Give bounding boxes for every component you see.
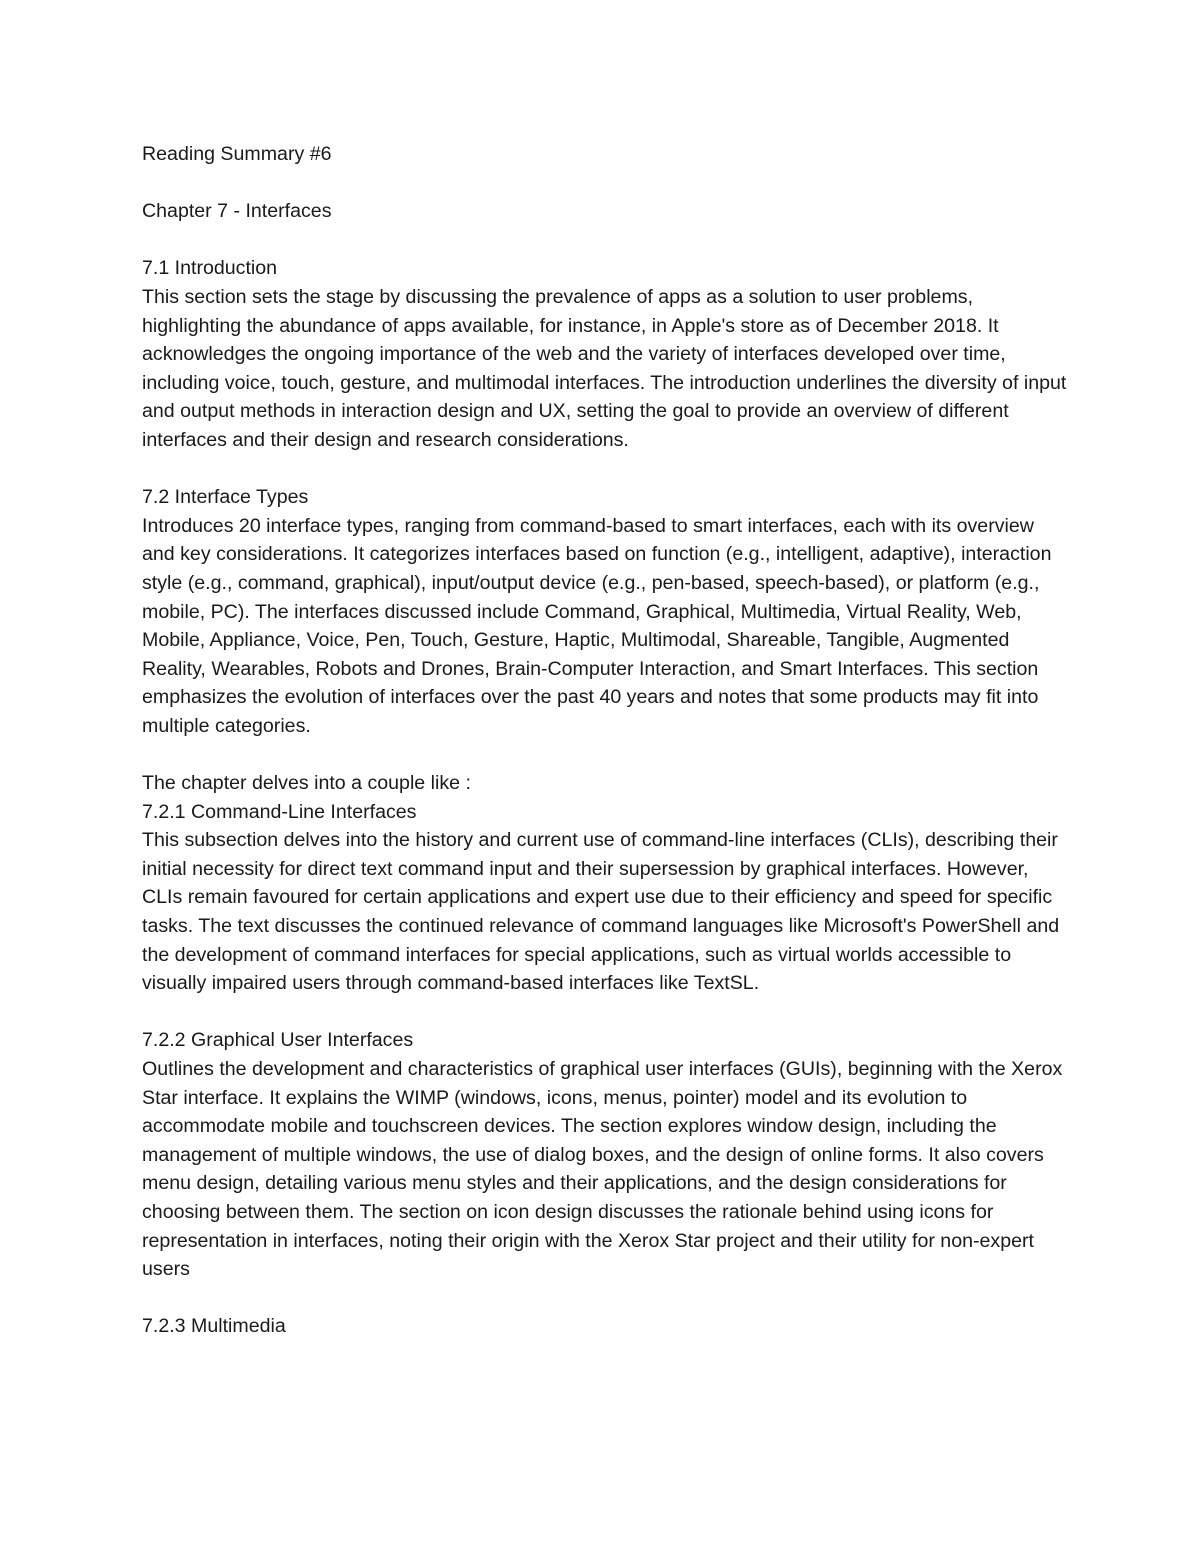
spacer — [142, 1284, 1072, 1313]
section-7-1-heading: 7.1 Introduction — [142, 257, 278, 280]
chapter-heading: Chapter 7 - Interfaces — [142, 200, 332, 223]
section-7-2-2-heading: 7.2.2 Graphical User Interfaces — [142, 1029, 414, 1052]
document-title: Reading Summary #6 — [142, 143, 332, 165]
section-7-2-heading: 7.2 Interface Types — [142, 486, 309, 509]
spacer — [142, 998, 1072, 1027]
spacer — [142, 740, 1072, 769]
section-7-2-2-body: Outlines the development and characteristics of graphical user interfaces (GUIs), beginning with the Xerox Star interface. It explains the WIMP (windows, icons, menus, pointer) model and its evolution to accommodate mobile and touchscreen devices. The section explores window design, including the management of multiple windows, the use of dialog boxes, and the design of online forms. It also covers menu design, detailing various menu styles and their applications, and the design considerations for choosing between them. The section on icon design discusses the rationale behind using icons for representation in interfaces, noting their origin with the Xerox Star project and their utility for non-expert users — [142, 1058, 1063, 1281]
chapter-intro-line: The chapter delves into a couple like : — [142, 772, 471, 795]
spacer — [142, 169, 1072, 198]
section-7-2-1-body: This subsection delves into the history and current use of command-line interfaces (CLIs), describing their initial necessity for direct text command input and their supersession by graphical interfaces. However, CLIs remain favoured for certain applications and expert use due to their efficiency and speed for specific tasks. The text discusses the continued relevance of command languages like Microsoft's PowerShell and the development of command interfaces for special applications, such as virtual worlds accessible to visually impaired users through command-based interfaces like TextSL. — [142, 829, 1060, 995]
section-7-1-body: This section sets the stage by discussing the prevalence of apps as a solution to user problems, highlighting the abundance of apps available, for instance, in Apple's store as of December 2018. It acknowledges the ongoing importance of the web and the variety of interfaces developed over time, including voice, touch, gesture, and multimodal interfaces. The introduction underlines the diversity of input and output methods in interaction design and UX, setting the goal to provide an overview of different interfaces and their design and research considerations. — [142, 285, 1067, 451]
section-7-2-body: Introduces 20 interface types, ranging from command-based to smart interfaces, each with its overview and key considerations. It categorizes interfaces based on function (e.g., intelligent, adaptive), interaction style (e.g., command, graphical), input/output device (e.g., pen-based, speech-based), or platform (e.g., mobile, PC). The interfaces discussed include Command, Graphical, Multimedia, Virtual Reality, Web, Mobile, Appliance, Voice, Pen, Touch, Gesture, Haptic, Multimodal, Shareable, Tangible, Augmented Reality, Wearables, Robots and Drones, Brain-Computer Interaction, and Smart Interfaces. This section emphasizes the evolution of interfaces over the past 40 years and notes that some products may fit into multiple categories. — [142, 514, 1052, 737]
section-7-2-1-heading: 7.2.1 Command-Line Interfaces — [142, 800, 417, 823]
spacer — [142, 226, 1072, 255]
document-body — [142, 140, 1072, 1341]
section-7-2-3-heading: 7.2.3 Multimedia — [142, 1315, 286, 1338]
spacer — [142, 455, 1072, 484]
